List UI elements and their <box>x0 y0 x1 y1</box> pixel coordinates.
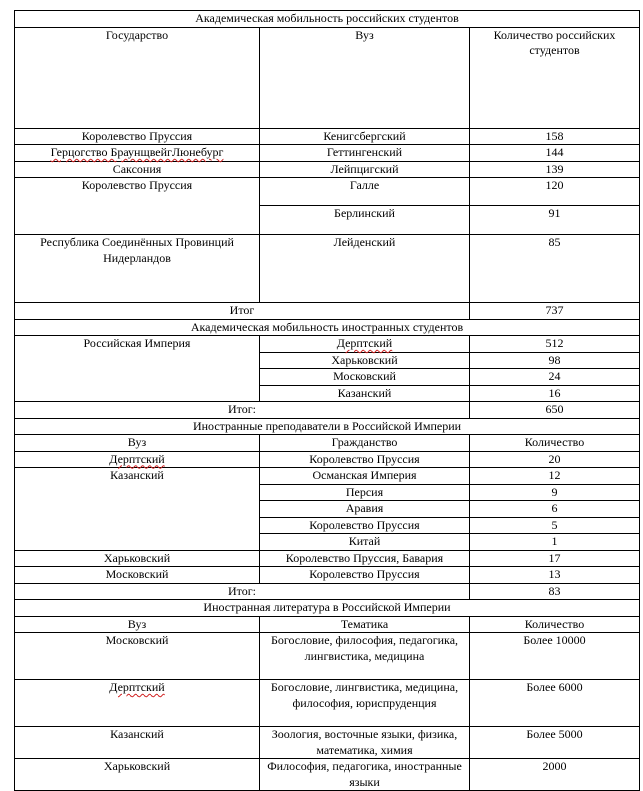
cell-citizenship: Королевство Пруссия <box>260 567 470 584</box>
cell-count: 91 <box>470 206 640 235</box>
cell-university: Казанский <box>260 385 470 402</box>
cell-count: 120 <box>470 178 640 206</box>
total-label: Итог <box>15 303 470 320</box>
cell-count: Более 6000 <box>470 680 640 727</box>
cell-count: 85 <box>470 235 640 303</box>
cell-count: 158 <box>470 128 640 145</box>
cell-university: Харьковский <box>260 352 470 369</box>
cell-university-text: Дерптский <box>336 336 393 350</box>
cell-count: 17 <box>470 550 640 567</box>
cell-citizenship: Персия <box>260 484 470 501</box>
section-title-foreign-students: Академическая мобильность иностранных студентов <box>15 319 640 336</box>
cell-university-text: Дерптский <box>109 680 165 694</box>
cell-university: Казанский <box>15 468 260 551</box>
header-citizenship: Гражданство <box>260 435 470 452</box>
cell-count: 6 <box>470 501 640 518</box>
cell-state: Республика Соединённых Провинций Нидерландов <box>15 235 260 303</box>
cell-count: 24 <box>470 369 640 386</box>
cell-count: 5 <box>470 517 640 534</box>
cell-topic: Философия, педагогика, иностранные языки <box>260 759 470 791</box>
header-count: Количество <box>470 435 640 452</box>
cell-university-text: Дерптский <box>109 451 165 466</box>
header-state: Государство <box>15 27 260 128</box>
cell-topic: Богословие, лингвистика, медицина, философия, юриспруденция <box>260 680 470 727</box>
header-count: Количество <box>470 616 640 633</box>
cell-university: Московский <box>260 369 470 386</box>
section-title-foreign-literature: Иностранная литература в Российской Империи <box>15 600 640 617</box>
header-russian-student-count: Количество российских студентов <box>470 27 640 128</box>
cell-university: Московский <box>15 567 260 584</box>
cell-state <box>15 145 260 162</box>
cell-topic: Богословие, философия, педагогика, лингвистика, медицина <box>260 633 470 680</box>
total-value: 737 <box>470 303 640 320</box>
cell-state: Королевство Пруссия <box>15 178 260 235</box>
cell-university: Берлинский <box>260 206 470 235</box>
total-label: Итог: <box>15 402 470 419</box>
cell-count: 16 <box>470 385 640 402</box>
total-label: Итог: <box>15 583 470 600</box>
total-value: 650 <box>470 402 640 419</box>
cell-state-text: Герцогство БраунщвейгЛюнебург <box>50 145 224 159</box>
cell-university: Харьковский <box>15 550 260 567</box>
header-university: Вуз <box>15 616 260 633</box>
cell-count: Более 10000 <box>470 633 640 680</box>
cell-university: Галле <box>260 178 470 206</box>
cell-citizenship: Королевство Пруссия <box>260 517 470 534</box>
cell-count: 13 <box>470 567 640 584</box>
cell-university: Геттингенский <box>260 145 470 162</box>
section-title-foreign-teachers: Иностранные преподаватели в Российской Империи <box>15 418 640 435</box>
cell-count: 139 <box>470 161 640 178</box>
section-title-russian-students: Академическая мобильность российских студентов <box>15 11 640 28</box>
cell-university <box>15 451 260 468</box>
cell-state: Королевство Пруссия <box>15 128 260 145</box>
cell-count: 1 <box>470 534 640 551</box>
cell-topic: Зоология, восточные языки, физика, математика, химия <box>260 727 470 759</box>
mobility-table <box>14 10 640 791</box>
cell-state: Саксония <box>15 161 260 178</box>
cell-citizenship: Аравия <box>260 501 470 518</box>
cell-citizenship: Королевство Пруссия, Бавария <box>260 550 470 567</box>
cell-citizenship: Османская Империя <box>260 468 470 485</box>
cell-count: 98 <box>470 352 640 369</box>
cell-university <box>260 336 470 353</box>
cell-university <box>15 680 260 727</box>
cell-university: Лейденский <box>260 235 470 303</box>
header-topic: Тематика <box>260 616 470 633</box>
total-value: 83 <box>470 583 640 600</box>
cell-count: 512 <box>470 336 640 353</box>
cell-citizenship: Королевство Пруссия <box>260 451 470 468</box>
cell-university: Московский <box>15 633 260 680</box>
cell-count: 20 <box>470 451 640 468</box>
cell-count: 2000 <box>470 759 640 791</box>
header-university: Вуз <box>15 435 260 452</box>
header-university: Вуз <box>260 27 470 128</box>
cell-university: Харьковский <box>15 759 260 791</box>
cell-count: 12 <box>470 468 640 485</box>
cell-count: 9 <box>470 484 640 501</box>
cell-university: Казанский <box>15 727 260 759</box>
cell-state: Российская Империя <box>15 336 260 402</box>
cell-university: Кенигсбергский <box>260 128 470 145</box>
cell-citizenship: Китай <box>260 534 470 551</box>
cell-count: Более 5000 <box>470 727 640 759</box>
cell-university: Лейпцигский <box>260 161 470 178</box>
cell-count: 144 <box>470 145 640 162</box>
